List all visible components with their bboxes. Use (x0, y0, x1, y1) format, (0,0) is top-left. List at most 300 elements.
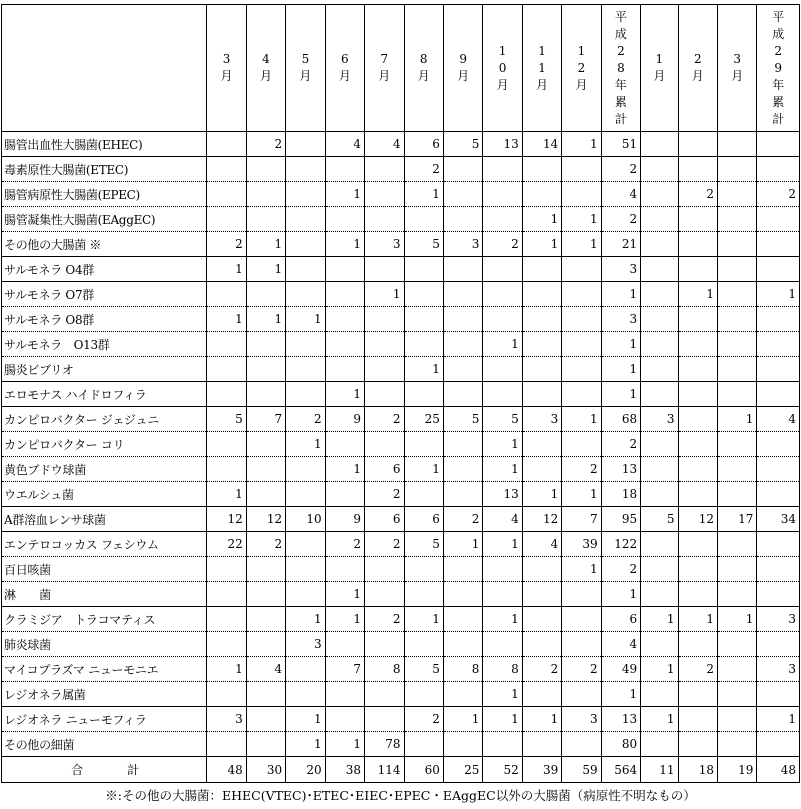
table-cell (757, 457, 800, 482)
table-cell: 1 (207, 307, 246, 332)
table-cell (757, 357, 800, 382)
table-cell: 1 (246, 307, 285, 332)
table-cell (678, 157, 717, 182)
table-cell (404, 557, 443, 582)
table-cell: 4 (483, 507, 522, 532)
table-cell: 1 (286, 732, 325, 757)
table-cell: 95 (601, 507, 640, 532)
total-cell: 39 (522, 757, 561, 783)
table-cell (717, 132, 756, 157)
table-row (2, 657, 800, 682)
table-cell (443, 357, 482, 382)
table-row (2, 732, 800, 757)
table-cell: 14 (522, 132, 561, 157)
table-cell (483, 207, 522, 232)
table-cell (365, 382, 404, 407)
table-cell (246, 157, 285, 182)
table-cell: 1 (483, 532, 522, 557)
table-cell (443, 482, 482, 507)
table-cell (443, 582, 482, 607)
table-cell (325, 207, 364, 232)
table-cell (404, 382, 443, 407)
row-label: レジオネラ ニューモフィラ (2, 707, 207, 732)
column-header (286, 5, 325, 132)
table-cell (404, 632, 443, 657)
table-cell (443, 157, 482, 182)
column-header-label: 6月 (338, 52, 351, 83)
table-cell (522, 557, 561, 582)
table-cell (717, 282, 756, 307)
table-cell (757, 232, 800, 257)
row-label: 腸管出血性大腸菌(EHEC) (2, 132, 207, 157)
table-cell: 6 (365, 507, 404, 532)
table-cell (443, 607, 482, 632)
column-header-label: 4月 (259, 52, 272, 83)
table-cell (562, 357, 601, 382)
table-cell (443, 457, 482, 482)
table-cell (286, 457, 325, 482)
table-cell (717, 332, 756, 357)
table-cell: 3 (562, 707, 601, 732)
table-cell (207, 282, 246, 307)
table-cell (678, 207, 717, 232)
total-cell: 20 (286, 757, 325, 783)
table-cell: 4 (522, 532, 561, 557)
table-cell: 2 (404, 157, 443, 182)
table-cell (246, 457, 285, 482)
table-cell (246, 482, 285, 507)
table-cell (365, 682, 404, 707)
table-cell: 4 (246, 657, 285, 682)
table-cell (246, 632, 285, 657)
table-cell (443, 432, 482, 457)
table-row (2, 382, 800, 407)
table-cell: 6 (404, 132, 443, 157)
table-cell (717, 732, 756, 757)
table-cell: 1 (443, 707, 482, 732)
table-cell (483, 382, 522, 407)
total-cell: 19 (717, 757, 756, 783)
table-cell (757, 632, 800, 657)
table-cell (483, 157, 522, 182)
table-cell (757, 432, 800, 457)
table-cell (286, 182, 325, 207)
table-cell (483, 257, 522, 282)
table-cell (522, 582, 561, 607)
table-cell: 1 (325, 732, 364, 757)
table-cell (286, 682, 325, 707)
table-cell (246, 557, 285, 582)
table-cell (562, 632, 601, 657)
column-header-label: 平成29年累計 (772, 9, 785, 126)
column-header (641, 5, 678, 132)
table-cell: 2 (365, 482, 404, 507)
table-cell (207, 207, 246, 232)
table-cell (286, 382, 325, 407)
table-cell: 4 (365, 132, 404, 157)
table-cell (286, 657, 325, 682)
table-cell: 1 (562, 207, 601, 232)
table-cell (483, 307, 522, 332)
total-cell: 18 (678, 757, 717, 783)
table-cell (246, 582, 285, 607)
table-cell: 21 (601, 232, 640, 257)
table-cell (246, 207, 285, 232)
row-label: その他の細菌 (2, 732, 207, 757)
table-cell: 1 (286, 432, 325, 457)
table-cell (522, 607, 561, 632)
table-cell: 2 (601, 157, 640, 182)
column-header (522, 5, 561, 132)
table-cell (522, 282, 561, 307)
table-cell (207, 457, 246, 482)
column-header-label: 2月 (691, 52, 704, 83)
table-cell (641, 457, 678, 482)
table-cell: 1 (641, 607, 678, 632)
table-cell (757, 532, 800, 557)
table-cell (641, 132, 678, 157)
table-cell (562, 282, 601, 307)
table-cell (641, 532, 678, 557)
table-cell (286, 207, 325, 232)
table-cell: 2 (757, 182, 800, 207)
table-cell (562, 432, 601, 457)
table-cell: 13 (483, 482, 522, 507)
table-cell: 1 (286, 307, 325, 332)
table-cell (325, 682, 364, 707)
table-cell: 5 (404, 657, 443, 682)
table-cell (365, 257, 404, 282)
total-cell: 11 (641, 757, 678, 783)
table-cell: 1 (717, 607, 756, 632)
column-header-label: 11月 (536, 43, 549, 92)
table-cell (443, 732, 482, 757)
table-cell (365, 207, 404, 232)
table-cell: 3 (365, 232, 404, 257)
table-cell (717, 257, 756, 282)
column-header-label: 3月 (731, 52, 744, 83)
table-cell: 80 (601, 732, 640, 757)
table-cell: 1 (562, 232, 601, 257)
total-cell: 59 (562, 757, 601, 783)
table-cell: 3 (207, 707, 246, 732)
table-cell: 4 (757, 407, 800, 432)
table-cell (404, 482, 443, 507)
table-cell (207, 157, 246, 182)
table-cell (757, 582, 800, 607)
column-header (757, 5, 800, 132)
table-body (2, 132, 800, 783)
total-label-part: 計 (127, 763, 140, 777)
table-cell: 3 (522, 407, 561, 432)
table-cell: 4 (601, 182, 640, 207)
table-cell: 5 (443, 132, 482, 157)
total-cell: 30 (246, 757, 285, 783)
table-cell: 8 (443, 657, 482, 682)
table-row (2, 307, 800, 332)
table-cell (522, 457, 561, 482)
column-header (717, 5, 756, 132)
row-label: サルモネラ O8群 (2, 307, 207, 332)
row-label: カンピロバクター コリ (2, 432, 207, 457)
table-cell (483, 182, 522, 207)
row-label: エンテロコッカス フェシウム (2, 532, 207, 557)
table-cell (325, 307, 364, 332)
table-cell (641, 557, 678, 582)
table-cell: 1 (286, 707, 325, 732)
table-cell: 1 (404, 182, 443, 207)
table-cell: 5 (404, 532, 443, 557)
column-header (601, 5, 640, 132)
total-row (2, 757, 800, 783)
table-cell (678, 307, 717, 332)
table-cell (207, 432, 246, 457)
table-cell (246, 182, 285, 207)
table-cell (404, 682, 443, 707)
table-cell: 2 (601, 557, 640, 582)
table-cell (365, 357, 404, 382)
table-cell (443, 257, 482, 282)
table-cell: 4 (325, 132, 364, 157)
table-cell (483, 582, 522, 607)
table-cell (365, 557, 404, 582)
table-cell (522, 332, 561, 357)
row-label: 腸管病原性大腸菌(EPEC) (2, 182, 207, 207)
bacteria-detection-table (1, 4, 800, 783)
table-cell (207, 382, 246, 407)
table-cell (286, 482, 325, 507)
table-row (2, 282, 800, 307)
table-cell (522, 382, 561, 407)
table-cell: 10 (286, 507, 325, 532)
row-label: 毒素原性大腸菌(ETEC) (2, 157, 207, 182)
table-cell (717, 157, 756, 182)
table-cell: 25 (404, 407, 443, 432)
row-label: マイコプラズマ ニューモニエ (2, 657, 207, 682)
table-cell: 1 (365, 282, 404, 307)
table-cell: 2 (522, 657, 561, 682)
table-cell: 1 (522, 232, 561, 257)
table-cell (678, 357, 717, 382)
table-cell: 1 (483, 432, 522, 457)
table-cell (757, 482, 800, 507)
table-row (2, 457, 800, 482)
table-cell (443, 182, 482, 207)
table-cell (678, 257, 717, 282)
column-header (404, 5, 443, 132)
table-cell (325, 557, 364, 582)
table-cell (365, 157, 404, 182)
table-cell: 34 (757, 507, 800, 532)
table-cell (286, 157, 325, 182)
row-label: レジオネラ属菌 (2, 682, 207, 707)
table-cell (562, 307, 601, 332)
table-cell (443, 307, 482, 332)
total-cell: 48 (757, 757, 800, 783)
table-row (2, 157, 800, 182)
table-cell: 18 (601, 482, 640, 507)
table-cell (207, 332, 246, 357)
column-header (483, 5, 522, 132)
table-cell (365, 307, 404, 332)
table-cell (717, 432, 756, 457)
table-cell: 22 (207, 532, 246, 557)
table-cell (641, 382, 678, 407)
table-cell (365, 332, 404, 357)
table-cell (678, 432, 717, 457)
table-cell (678, 482, 717, 507)
table-cell (207, 557, 246, 582)
table-cell (286, 582, 325, 607)
table-row (2, 632, 800, 657)
table-cell: 2 (246, 132, 285, 157)
table-row (2, 357, 800, 382)
table-cell: 7 (562, 507, 601, 532)
table-cell (286, 557, 325, 582)
table-cell: 1 (404, 457, 443, 482)
table-row (2, 407, 800, 432)
table-cell (678, 582, 717, 607)
header-corner (2, 5, 207, 132)
total-cell: 564 (601, 757, 640, 783)
table-cell (286, 132, 325, 157)
row-label: カンピロバクター ジェジュニ (2, 407, 207, 432)
table-cell: 3 (601, 307, 640, 332)
table-cell (641, 157, 678, 182)
table-cell (562, 257, 601, 282)
table-cell: 3 (286, 632, 325, 657)
table-row (2, 607, 800, 632)
table-cell (717, 582, 756, 607)
table-cell: 1 (562, 557, 601, 582)
table-cell (641, 207, 678, 232)
table-row (2, 682, 800, 707)
table-cell (757, 382, 800, 407)
table-cell (641, 357, 678, 382)
table-cell (522, 257, 561, 282)
table-cell: 6 (404, 507, 443, 532)
table-cell: 3 (601, 257, 640, 282)
table-cell (678, 557, 717, 582)
table-cell: 1 (207, 482, 246, 507)
table-cell (717, 382, 756, 407)
table-cell (641, 282, 678, 307)
column-header-label: 3月 (220, 52, 233, 83)
table-cell: 1 (601, 357, 640, 382)
table-cell: 122 (601, 532, 640, 557)
table-row (2, 532, 800, 557)
table-cell (717, 682, 756, 707)
table-row (2, 432, 800, 457)
row-label: 淋 菌 (2, 582, 207, 607)
column-header-label: 10月 (496, 43, 509, 92)
table-cell (246, 382, 285, 407)
total-cell: 60 (404, 757, 443, 783)
column-header-label: 平成28年累計 (614, 9, 627, 126)
table-cell: 1 (483, 457, 522, 482)
table-cell: 1 (601, 682, 640, 707)
column-header-label: 12月 (575, 43, 588, 92)
table-cell (717, 182, 756, 207)
table-cell (678, 382, 717, 407)
table-cell: 68 (601, 407, 640, 432)
table-cell: 12 (207, 507, 246, 532)
table-cell: 13 (601, 457, 640, 482)
table-cell: 39 (562, 532, 601, 557)
table-cell (641, 582, 678, 607)
column-header (325, 5, 364, 132)
table-cell (404, 332, 443, 357)
table-cell (443, 207, 482, 232)
table-row (2, 132, 800, 157)
table-cell (562, 332, 601, 357)
table-cell: 1 (325, 582, 364, 607)
table-cell: 2 (365, 407, 404, 432)
table-cell (443, 682, 482, 707)
table-cell: 2 (246, 532, 285, 557)
table-cell (562, 682, 601, 707)
table-cell: 1 (325, 607, 364, 632)
header-row (2, 5, 800, 132)
table-cell (207, 132, 246, 157)
table-cell: 2 (562, 657, 601, 682)
table-cell: 9 (325, 507, 364, 532)
table-cell: 1 (562, 407, 601, 432)
table-cell (404, 307, 443, 332)
column-header (678, 5, 717, 132)
row-label: その他の大腸菌 ※ (2, 232, 207, 257)
table-cell: 13 (601, 707, 640, 732)
table-cell: 1 (325, 182, 364, 207)
table-cell: 2 (443, 507, 482, 532)
table-cell (483, 282, 522, 307)
table-cell (757, 207, 800, 232)
table-cell (483, 557, 522, 582)
table-cell (522, 157, 561, 182)
table-cell (522, 182, 561, 207)
table-cell: 13 (483, 132, 522, 157)
column-header-label: 1月 (653, 52, 666, 83)
table-cell (678, 457, 717, 482)
table-cell (246, 332, 285, 357)
table-cell: 5 (443, 407, 482, 432)
table-cell: 1 (601, 282, 640, 307)
table-cell (717, 707, 756, 732)
table-cell (562, 157, 601, 182)
row-label: サルモネラ O13群 (2, 332, 207, 357)
table-cell (286, 532, 325, 557)
table-cell (286, 232, 325, 257)
total-cell: 52 (483, 757, 522, 783)
table-cell: 1 (483, 332, 522, 357)
table-cell (717, 307, 756, 332)
table-cell (678, 532, 717, 557)
table-cell: 1 (246, 232, 285, 257)
table-cell (641, 732, 678, 757)
table-cell (522, 632, 561, 657)
row-label: サルモネラ O4群 (2, 257, 207, 282)
table-cell (325, 432, 364, 457)
table-cell (717, 632, 756, 657)
column-header-label: 7月 (378, 52, 391, 83)
table-cell (757, 257, 800, 282)
table-cell (641, 682, 678, 707)
table-cell (207, 607, 246, 632)
row-label: A群溶血レンサ球菌 (2, 507, 207, 532)
table-cell (404, 257, 443, 282)
table-cell (717, 232, 756, 257)
table-cell (717, 557, 756, 582)
